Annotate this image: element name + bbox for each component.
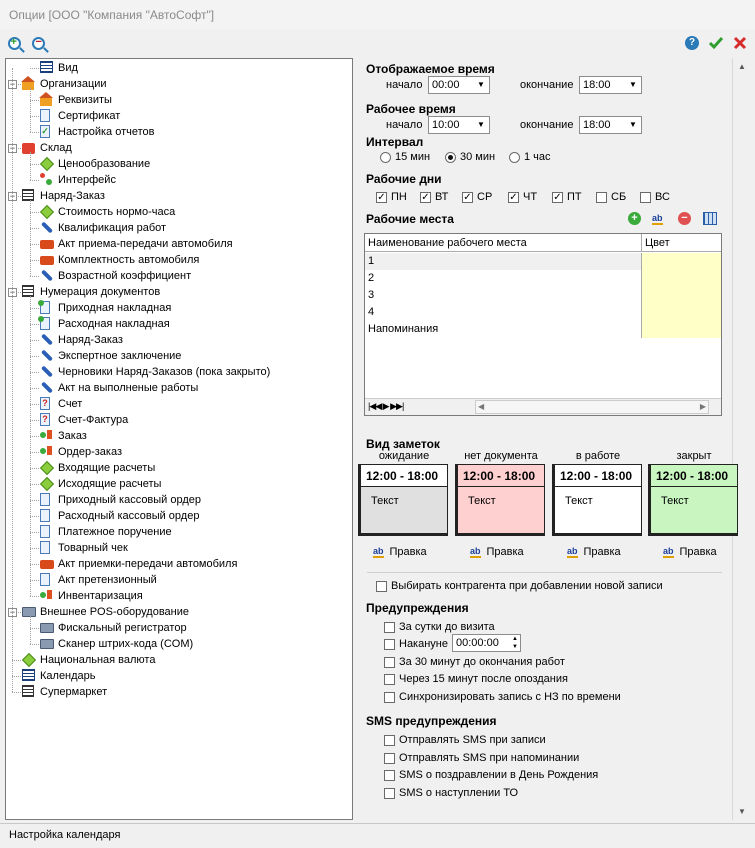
workday-checkbox[interactable]: ✓ — [377, 191, 386, 203]
note-preview — [455, 464, 545, 536]
warehouse-icon — [22, 141, 36, 155]
workday-checkbox[interactable] — [640, 192, 651, 203]
title-bar — [0, 0, 755, 30]
tree-item-label: Сертификат — [58, 110, 121, 122]
warning-label: Синхронизировать запись с НЗ по времени — [399, 691, 621, 703]
display-start-value: 00:00 — [432, 79, 460, 91]
workday-label: ВС — [655, 191, 670, 203]
zoom-out-button[interactable] — [29, 34, 47, 52]
tree-item[interactable] — [22, 668, 96, 684]
workday-checkbox[interactable]: ✓ — [421, 191, 430, 203]
tree-item-label: Черновики Наряд-Заказов (пока закрыто) — [58, 366, 271, 378]
tree-item[interactable] — [40, 492, 201, 508]
tree-item-label: Комплектность автомобиля — [58, 254, 200, 266]
warning-checkbox[interactable] — [384, 622, 395, 633]
warning-option[interactable] — [384, 638, 448, 650]
tree-item-label: Товарный чек — [58, 542, 128, 554]
zoom-in-button[interactable] — [5, 34, 23, 52]
note-type-label: в работе — [575, 450, 621, 462]
tree-item[interactable] — [40, 172, 116, 188]
tree-item[interactable] — [40, 412, 128, 428]
zoom-out-icon: − — [32, 37, 45, 50]
col-name-header[interactable]: Наименование рабочего места — [368, 237, 527, 249]
choose-contractor-label: Выбирать контрагента при добавлении новой записи — [391, 580, 663, 592]
tree-item-label: Стоимость нормо-часа — [58, 206, 176, 218]
wrench-icon — [40, 269, 54, 283]
interval-title: Интервал — [366, 135, 424, 149]
wrench-icon — [40, 221, 54, 235]
close-icon — [733, 36, 747, 50]
note-type-label: закрыт — [676, 450, 712, 462]
delete-workplace-button[interactable] — [678, 212, 691, 225]
tree-item[interactable] — [40, 428, 87, 444]
house-icon — [22, 77, 36, 91]
rename-workplace-button[interactable] — [652, 212, 663, 224]
wrench-icon — [40, 365, 54, 379]
display-start-select[interactable] — [428, 76, 490, 94]
tree-expander[interactable]: − — [9, 287, 16, 297]
eve-time-spin[interactable] — [452, 634, 521, 652]
display-end-select[interactable] — [579, 76, 642, 94]
truck-icon — [40, 237, 54, 251]
tree-item-label: Нумерация документов — [40, 286, 161, 298]
tree-item[interactable] — [40, 332, 123, 348]
tree-item-label: Национальная валюта — [40, 654, 156, 666]
note-edit-button[interactable] — [567, 546, 621, 558]
chevron-down-icon: ▼ — [629, 80, 637, 89]
tree-item-label: Реквизиты — [58, 94, 112, 106]
tree-item-label: Расходный кассовый ордер — [58, 510, 200, 522]
interface-icon — [40, 173, 54, 187]
workday-label: СР — [477, 191, 493, 203]
sms-label: Отправлять SMS при напоминании — [399, 752, 580, 764]
warning-option[interactable] — [384, 621, 495, 633]
tree-item[interactable] — [40, 204, 175, 220]
note-edit-label: Правка — [583, 546, 621, 558]
workday-option[interactable] — [462, 191, 492, 203]
tree-expander[interactable]: − — [9, 607, 16, 617]
tree-item-label: Наряд-Заказ — [58, 334, 123, 346]
note-edit-label: Правка — [679, 546, 717, 558]
workday-option[interactable] — [552, 191, 582, 203]
tree-item[interactable] — [40, 268, 191, 284]
workday-option[interactable] — [420, 191, 448, 203]
tree-item-label: Исходящие расчеты — [58, 478, 162, 490]
warning-label: За сутки до визита — [399, 621, 495, 633]
note-time: 12:00 - 18:00 — [651, 465, 737, 487]
status-text: Настройка календаря — [9, 829, 121, 841]
scroll-up-icon: ▲ — [738, 62, 746, 71]
calendar-grid-icon — [22, 669, 36, 683]
tree-item-label: Наряд-Заказ — [40, 190, 105, 202]
grid-navigator — [365, 398, 721, 415]
sms-checkbox[interactable] — [384, 753, 395, 764]
toolbar — [0, 30, 755, 58]
interval-30-label: 30 мин — [460, 151, 496, 163]
tree-item-label: Счет-Фактура — [58, 414, 129, 426]
work-start-select[interactable] — [428, 116, 490, 134]
note-text: Текст — [371, 495, 399, 507]
note-time: 12:00 - 18:00 — [555, 465, 641, 487]
columns-button[interactable] — [703, 212, 717, 225]
tree-item[interactable] — [40, 108, 120, 124]
note-time: 12:00 - 18:00 — [458, 465, 544, 487]
work-end-select[interactable] — [579, 116, 642, 134]
tree-item[interactable] — [22, 684, 107, 700]
warning-label: За 30 минут до окончания работ — [399, 656, 565, 668]
workday-label: ПН — [391, 191, 407, 203]
notes-title: Вид заметок — [366, 437, 440, 451]
tree-item[interactable] — [40, 396, 82, 412]
order-icon — [40, 589, 54, 603]
tree-item[interactable] — [40, 556, 237, 572]
tree-item[interactable] — [40, 316, 170, 332]
tree-item[interactable] — [40, 460, 155, 476]
window-title: Опции [ООО "Компания "АвтоСофт"] — [9, 8, 215, 22]
house-icon — [40, 93, 54, 107]
tree-item[interactable] — [22, 188, 105, 204]
workday-checkbox[interactable]: ✓ — [509, 191, 518, 203]
price-tag-icon — [40, 157, 54, 171]
interval-60-label: 1 час — [524, 151, 551, 163]
ok-button[interactable] — [707, 34, 725, 52]
sms-option[interactable] — [384, 752, 579, 764]
price-tag-icon — [40, 461, 54, 475]
tree-expander[interactable]: − — [9, 143, 16, 153]
tree-item-label: Акт приема-передачи автомобиля — [58, 238, 233, 250]
display-start-label: начало — [386, 79, 423, 91]
sms-checkbox[interactable] — [384, 770, 395, 781]
interval-30[interactable] — [445, 151, 495, 163]
tree-item[interactable] — [40, 588, 143, 604]
tree-item[interactable] — [40, 444, 122, 460]
interval-15-label: 15 мин — [395, 151, 431, 163]
tree-expander[interactable]: − — [9, 79, 16, 89]
tree-item[interactable] — [40, 508, 199, 524]
workday-checkbox[interactable]: ✓ — [553, 191, 562, 203]
rename-icon: ab — [567, 545, 578, 556]
workday-checkbox[interactable] — [596, 192, 607, 203]
table-row[interactable] — [365, 321, 641, 338]
tree-item-label: Акт на выполненые работы — [58, 382, 199, 394]
note-type-label: нет документа — [464, 450, 538, 462]
table-row[interactable] — [365, 270, 641, 287]
tree-item[interactable] — [22, 284, 160, 300]
sms-title: SMS предупреждения — [366, 714, 497, 728]
workday-option[interactable] — [376, 191, 407, 203]
tree-item-label: Заказ — [58, 430, 87, 442]
tree-item-label: Склад — [40, 142, 72, 154]
tree-item-label: Инвентаризация — [58, 590, 143, 602]
choose-contractor-option[interactable] — [376, 580, 663, 592]
table-row[interactable] — [365, 304, 641, 321]
panel-scrollbar[interactable] — [732, 58, 750, 820]
table-row[interactable] — [365, 253, 641, 270]
printer-icon — [40, 637, 54, 651]
tree-item-label: Внешнее POS-оборудование — [40, 606, 189, 618]
display-end-value: 18:00 — [583, 79, 611, 91]
tree-item-label: Ордер-заказ — [58, 446, 122, 458]
tree-item[interactable] — [40, 636, 193, 652]
grid-hscroll[interactable] — [475, 400, 709, 414]
note-preview — [358, 464, 448, 536]
eve-time-value: 00:00:00 — [456, 637, 499, 649]
work-start-label: начало — [386, 119, 423, 131]
tree-item[interactable] — [40, 236, 233, 252]
tree-item-label: Календарь — [40, 670, 96, 682]
status-bar — [0, 823, 755, 848]
note-edit-button[interactable] — [663, 546, 717, 558]
page-icon — [40, 541, 54, 555]
warning-checkbox[interactable] — [384, 657, 395, 668]
tree-item[interactable] — [40, 60, 78, 76]
work-time-title: Рабочее время — [366, 102, 456, 116]
chevron-down-icon: ▼ — [629, 120, 637, 129]
calendar-grid-icon — [40, 61, 54, 75]
rename-icon: ab — [663, 545, 674, 556]
note-type-label: ожидание — [378, 450, 430, 462]
radio-60[interactable] — [509, 152, 520, 163]
remove-icon: − — [678, 212, 691, 225]
tree-item[interactable] — [40, 92, 112, 108]
divider — [367, 572, 722, 573]
sms-label: SMS о поздравлении в День Рождения — [399, 769, 599, 781]
display-time-title: Отображаемое время — [366, 62, 495, 76]
truck-icon — [40, 253, 54, 267]
tree-item-label: Приходный кассовый ордер — [58, 494, 202, 506]
tree-item-label: Настройка отчетов — [58, 126, 155, 138]
work-days-title: Рабочие дни — [366, 172, 442, 186]
interval-60[interactable] — [509, 151, 551, 163]
workday-option[interactable] — [508, 191, 537, 203]
work-end-label: окончание — [520, 119, 574, 131]
warning-checkbox[interactable] — [384, 639, 395, 650]
zoom-in-icon: + — [8, 37, 21, 50]
sms-option[interactable] — [384, 734, 546, 746]
sms-option[interactable] — [384, 787, 518, 799]
page-icon — [40, 109, 54, 123]
help-button[interactable] — [683, 34, 701, 52]
add-icon: + — [628, 212, 641, 225]
scroll-left-icon: ◀ — [478, 402, 485, 411]
note-edit-label: Правка — [389, 546, 427, 558]
order-icon — [40, 445, 54, 459]
tree-item-label: Интерфейс — [58, 174, 116, 186]
note-edit-button[interactable] — [373, 546, 427, 558]
wrench-icon — [40, 349, 54, 363]
tree-item[interactable] — [40, 124, 154, 140]
note-preview — [648, 464, 738, 536]
tree-item[interactable] — [40, 524, 172, 540]
tree-item[interactable] — [40, 156, 150, 172]
workday-label: ЧТ — [523, 191, 538, 203]
tree-item-label: Ценообразование — [58, 158, 151, 170]
documents-icon — [22, 285, 36, 299]
workplace-name-cell: 3 — [368, 289, 375, 301]
tree-item-label: Счет — [58, 398, 83, 410]
tree-item-label: Приходная накладная — [58, 302, 172, 314]
sms-label: Отправлять SMS при записи — [399, 734, 546, 746]
note-edit-button[interactable] — [470, 546, 524, 558]
tree-expander[interactable]: − — [9, 191, 16, 201]
price-tag-icon — [40, 205, 54, 219]
workplaces-title: Рабочие места — [366, 212, 454, 226]
tree-item-label: Расходная накладная — [58, 318, 170, 330]
spin-arrows-icon[interactable]: ▲ ▼ — [512, 636, 518, 650]
sms-label: SMS о наступлении ТО — [399, 787, 519, 799]
workday-option[interactable] — [640, 191, 670, 203]
tree-item-label: Возрастной коэффициент — [58, 270, 192, 282]
tree-item-label: Фискальный регистратор — [58, 622, 187, 634]
tree-item[interactable] — [22, 604, 189, 620]
note-preview — [552, 464, 642, 536]
workplace-name-cell: Напоминания — [368, 323, 439, 335]
workday-label: ПТ — [567, 191, 582, 203]
rename-icon: ab — [373, 545, 384, 556]
tree-item-label: Вид — [58, 62, 78, 74]
warning-option[interactable] — [384, 656, 565, 668]
tree-item[interactable] — [40, 620, 187, 636]
price-tag-icon — [22, 653, 36, 667]
page-in-icon — [40, 301, 54, 315]
interval-15[interactable] — [380, 151, 430, 163]
warning-checkbox[interactable] — [384, 692, 395, 703]
rename-icon: ab — [470, 545, 481, 556]
sms-option[interactable] — [384, 769, 598, 781]
page-icon — [40, 573, 54, 587]
warning-checkbox[interactable] — [384, 674, 395, 685]
page-icon — [40, 493, 54, 507]
chevron-down-icon: ▼ — [477, 120, 485, 129]
tree-item[interactable] — [40, 348, 181, 364]
page-icon — [40, 509, 54, 523]
tree-item-label: Организации — [40, 78, 107, 90]
tree-item[interactable] — [40, 300, 171, 316]
workday-option[interactable] — [596, 191, 626, 203]
radio-15[interactable] — [380, 152, 391, 163]
help-icon: ? — [685, 36, 699, 50]
scroll-down-icon: ▼ — [738, 807, 746, 816]
note-text: Текст — [468, 495, 496, 507]
work-end-value: 18:00 — [583, 119, 611, 131]
sms-checkbox[interactable] — [384, 735, 395, 746]
printer-icon — [40, 621, 54, 635]
truck-icon — [40, 557, 54, 571]
warning-label: Через 15 минут после опоздания — [399, 673, 568, 685]
chevron-down-icon: ▼ — [477, 80, 485, 89]
documents-icon — [22, 189, 36, 203]
wrench-icon — [40, 333, 54, 347]
note-text: Текст — [565, 495, 593, 507]
tree-item-label: Платежное поручение — [58, 526, 172, 538]
tree-item[interactable] — [40, 220, 166, 236]
table-row[interactable] — [365, 287, 641, 304]
invoice-icon: ? — [40, 413, 54, 427]
radio-30[interactable] — [445, 152, 456, 163]
cancel-button[interactable] — [731, 34, 749, 52]
workday-label: ВТ — [435, 191, 449, 203]
sms-checkbox[interactable] — [384, 788, 395, 799]
col-color-header[interactable]: Цвет — [645, 237, 670, 249]
tree-item[interactable] — [40, 380, 198, 396]
nav-buttons[interactable]: |◀◀ ▶ ▶▶| — [368, 401, 404, 411]
add-workplace-button[interactable] — [628, 212, 641, 225]
workplace-name-cell: 2 — [368, 272, 375, 284]
tree-item-label: Входящие расчеты — [58, 462, 156, 474]
order-icon — [40, 429, 54, 443]
printer-icon — [22, 605, 36, 619]
tree-item[interactable] — [40, 364, 270, 380]
tree-item[interactable] — [22, 652, 155, 668]
warning-option[interactable] — [384, 691, 621, 703]
display-end-label: окончание — [520, 79, 574, 91]
choose-contractor-checkbox[interactable] — [376, 581, 387, 592]
invoice-icon: ? — [40, 397, 54, 411]
tree-item-label: Экспертное заключение — [58, 350, 182, 362]
scroll-right-icon: ▶ — [699, 402, 706, 411]
documents-icon — [22, 685, 36, 699]
tree-item-label: Супермаркет — [40, 686, 108, 698]
tree-item[interactable] — [40, 572, 157, 588]
tree-item-label: Квалификация работ — [58, 222, 167, 234]
grid-header — [365, 234, 721, 252]
wrench-icon — [40, 381, 54, 395]
rename-icon: ab — [652, 213, 663, 223]
work-start-value: 10:00 — [432, 119, 460, 131]
price-tag-icon — [40, 477, 54, 491]
workplace-name-cell: 4 — [368, 306, 375, 318]
options-tree[interactable] — [5, 58, 353, 820]
page-icon — [40, 525, 54, 539]
workday-checkbox[interactable]: ✓ — [463, 191, 472, 203]
workplace-name-cell: 1 — [368, 255, 375, 267]
warning-option[interactable] — [384, 673, 568, 685]
tree-item-label: Акт приемки-передачи автомобиля — [58, 558, 238, 570]
columns-icon — [703, 212, 717, 225]
tree-item[interactable] — [22, 76, 107, 92]
tree-item-label: Акт претензионный — [58, 574, 157, 586]
note-edit-label: Правка — [486, 546, 524, 558]
checkmark-icon — [708, 35, 724, 51]
warnings-title: Предупреждения — [366, 601, 469, 615]
tree-item[interactable] — [40, 476, 161, 492]
tree-item-label: Сканер штрих-кода (COM) — [58, 638, 194, 650]
page-out-icon — [40, 317, 54, 331]
tree-item[interactable] — [40, 252, 199, 268]
note-text: Текст — [661, 495, 689, 507]
warning-label: Накануне — [399, 638, 449, 650]
tree-item[interactable] — [40, 540, 128, 556]
report-check-icon: ✓ — [41, 126, 49, 136]
workday-label: СБ — [611, 191, 627, 203]
note-time: 12:00 - 18:00 — [361, 465, 447, 487]
workplaces-grid[interactable] — [364, 233, 722, 416]
